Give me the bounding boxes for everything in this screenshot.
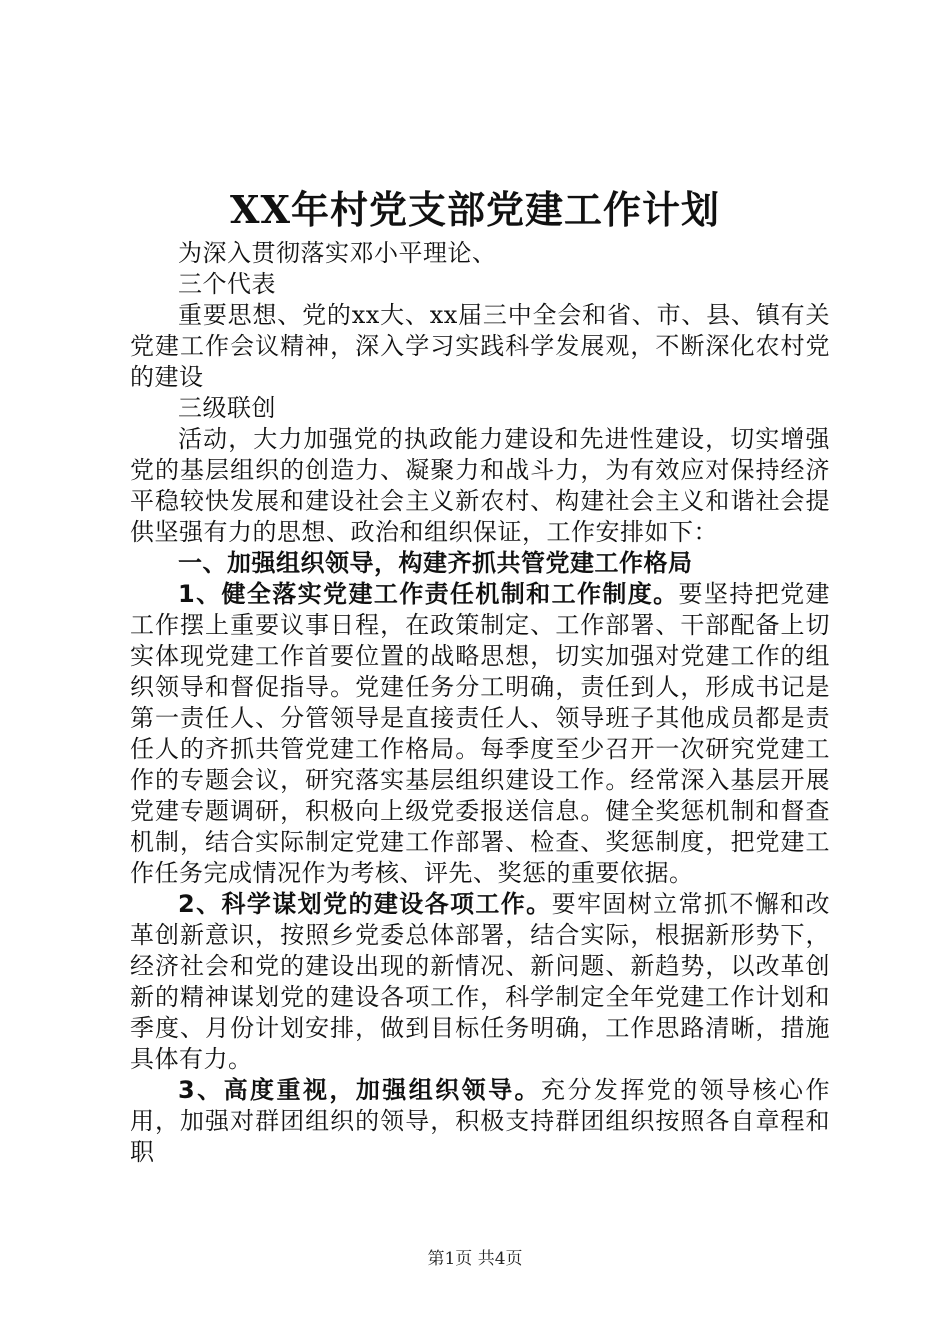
item-3-paragraph: [130, 1075, 830, 1168]
item-2-lead: 2、科学谋划党的建设各项工作。: [178, 890, 552, 918]
item-2-text: 要牢固树立常抓不懈和改革创新意识，按照乡党委总体部署，结合实际，根据新形势下，经济社会和党的建设出现的新情况、新问题、新趋势，以改革创新的精神谋划党的建设各项工作，科学制定全年党建工作计划和季度、月份计划安排，做到目标任务明确，工作思路清晰，措施具体有力。: [130, 890, 830, 1073]
item-3-lead: 3、高度重视，加强组织领导。: [178, 1076, 541, 1104]
item-1-text: 要坚持把党建工作摆上重要议事日程，在政策制定、工作部署、干部配备上切实体现党建工作首要位置的战略思想，切实加强对党建工作的组织领导和督促指导。党建任务分工明确，责任到人，形成书记是第一责任人、分管领导是直接责任人、领导班子其他成员都是责任人的齐抓共管党建工作格局。每季度至少召开一次研究党建工作的专题会议，研究落实基层组织建设工作。经常深入基层开展党建专题调研，积极向上级党委报送信息。健全奖惩机制和督查机制，结合实际制定党建工作部署、检查、奖惩制度，把党建工作任务完成情况作为考核、评先、奖惩的重要依据。: [130, 580, 831, 887]
intro-line-1: 为深入贯彻落实邓小平理论、: [178, 239, 497, 267]
intro-paragraph-5: 活动，大力加强党的执政能力建设和先进性建设，切实增强党的基层组织的创造力、凝聚力和战斗力，为有效应对保持经济平稳较快发展和建设社会主义新农村、构建社会主义和谐社会提供坚强有力的思想、政治和组织保证，工作安排如下：: [130, 425, 830, 546]
item-1-lead: 1、健全落实党建工作责任机制和工作制度。: [178, 580, 679, 608]
document-body: [130, 238, 830, 1168]
item-2-paragraph: [130, 889, 830, 1075]
intro-paragraph-3: 重要思想、党的xx大、xx届三中全会和省、市、县、镇有关党建工作会议精神，深入学习实践科学发展观，不断深化农村党的建设: [130, 301, 830, 391]
item-3-text: 充分发挥党的领导核心作用，加强对群团组织的领导，积极支持群团组织按照各自章程和职: [130, 1076, 830, 1166]
intro-line-4: 三级联创: [178, 394, 276, 422]
intro-line-2: 三个代表: [178, 270, 276, 298]
item-1-paragraph: [130, 579, 830, 889]
page-number: 第1页 共4页: [427, 1249, 523, 1269]
document-title: XX年村党支部党建工作计划: [230, 187, 720, 232]
section-1-heading: 一、加强组织领导，构建齐抓共管党建工作格局: [178, 549, 693, 577]
